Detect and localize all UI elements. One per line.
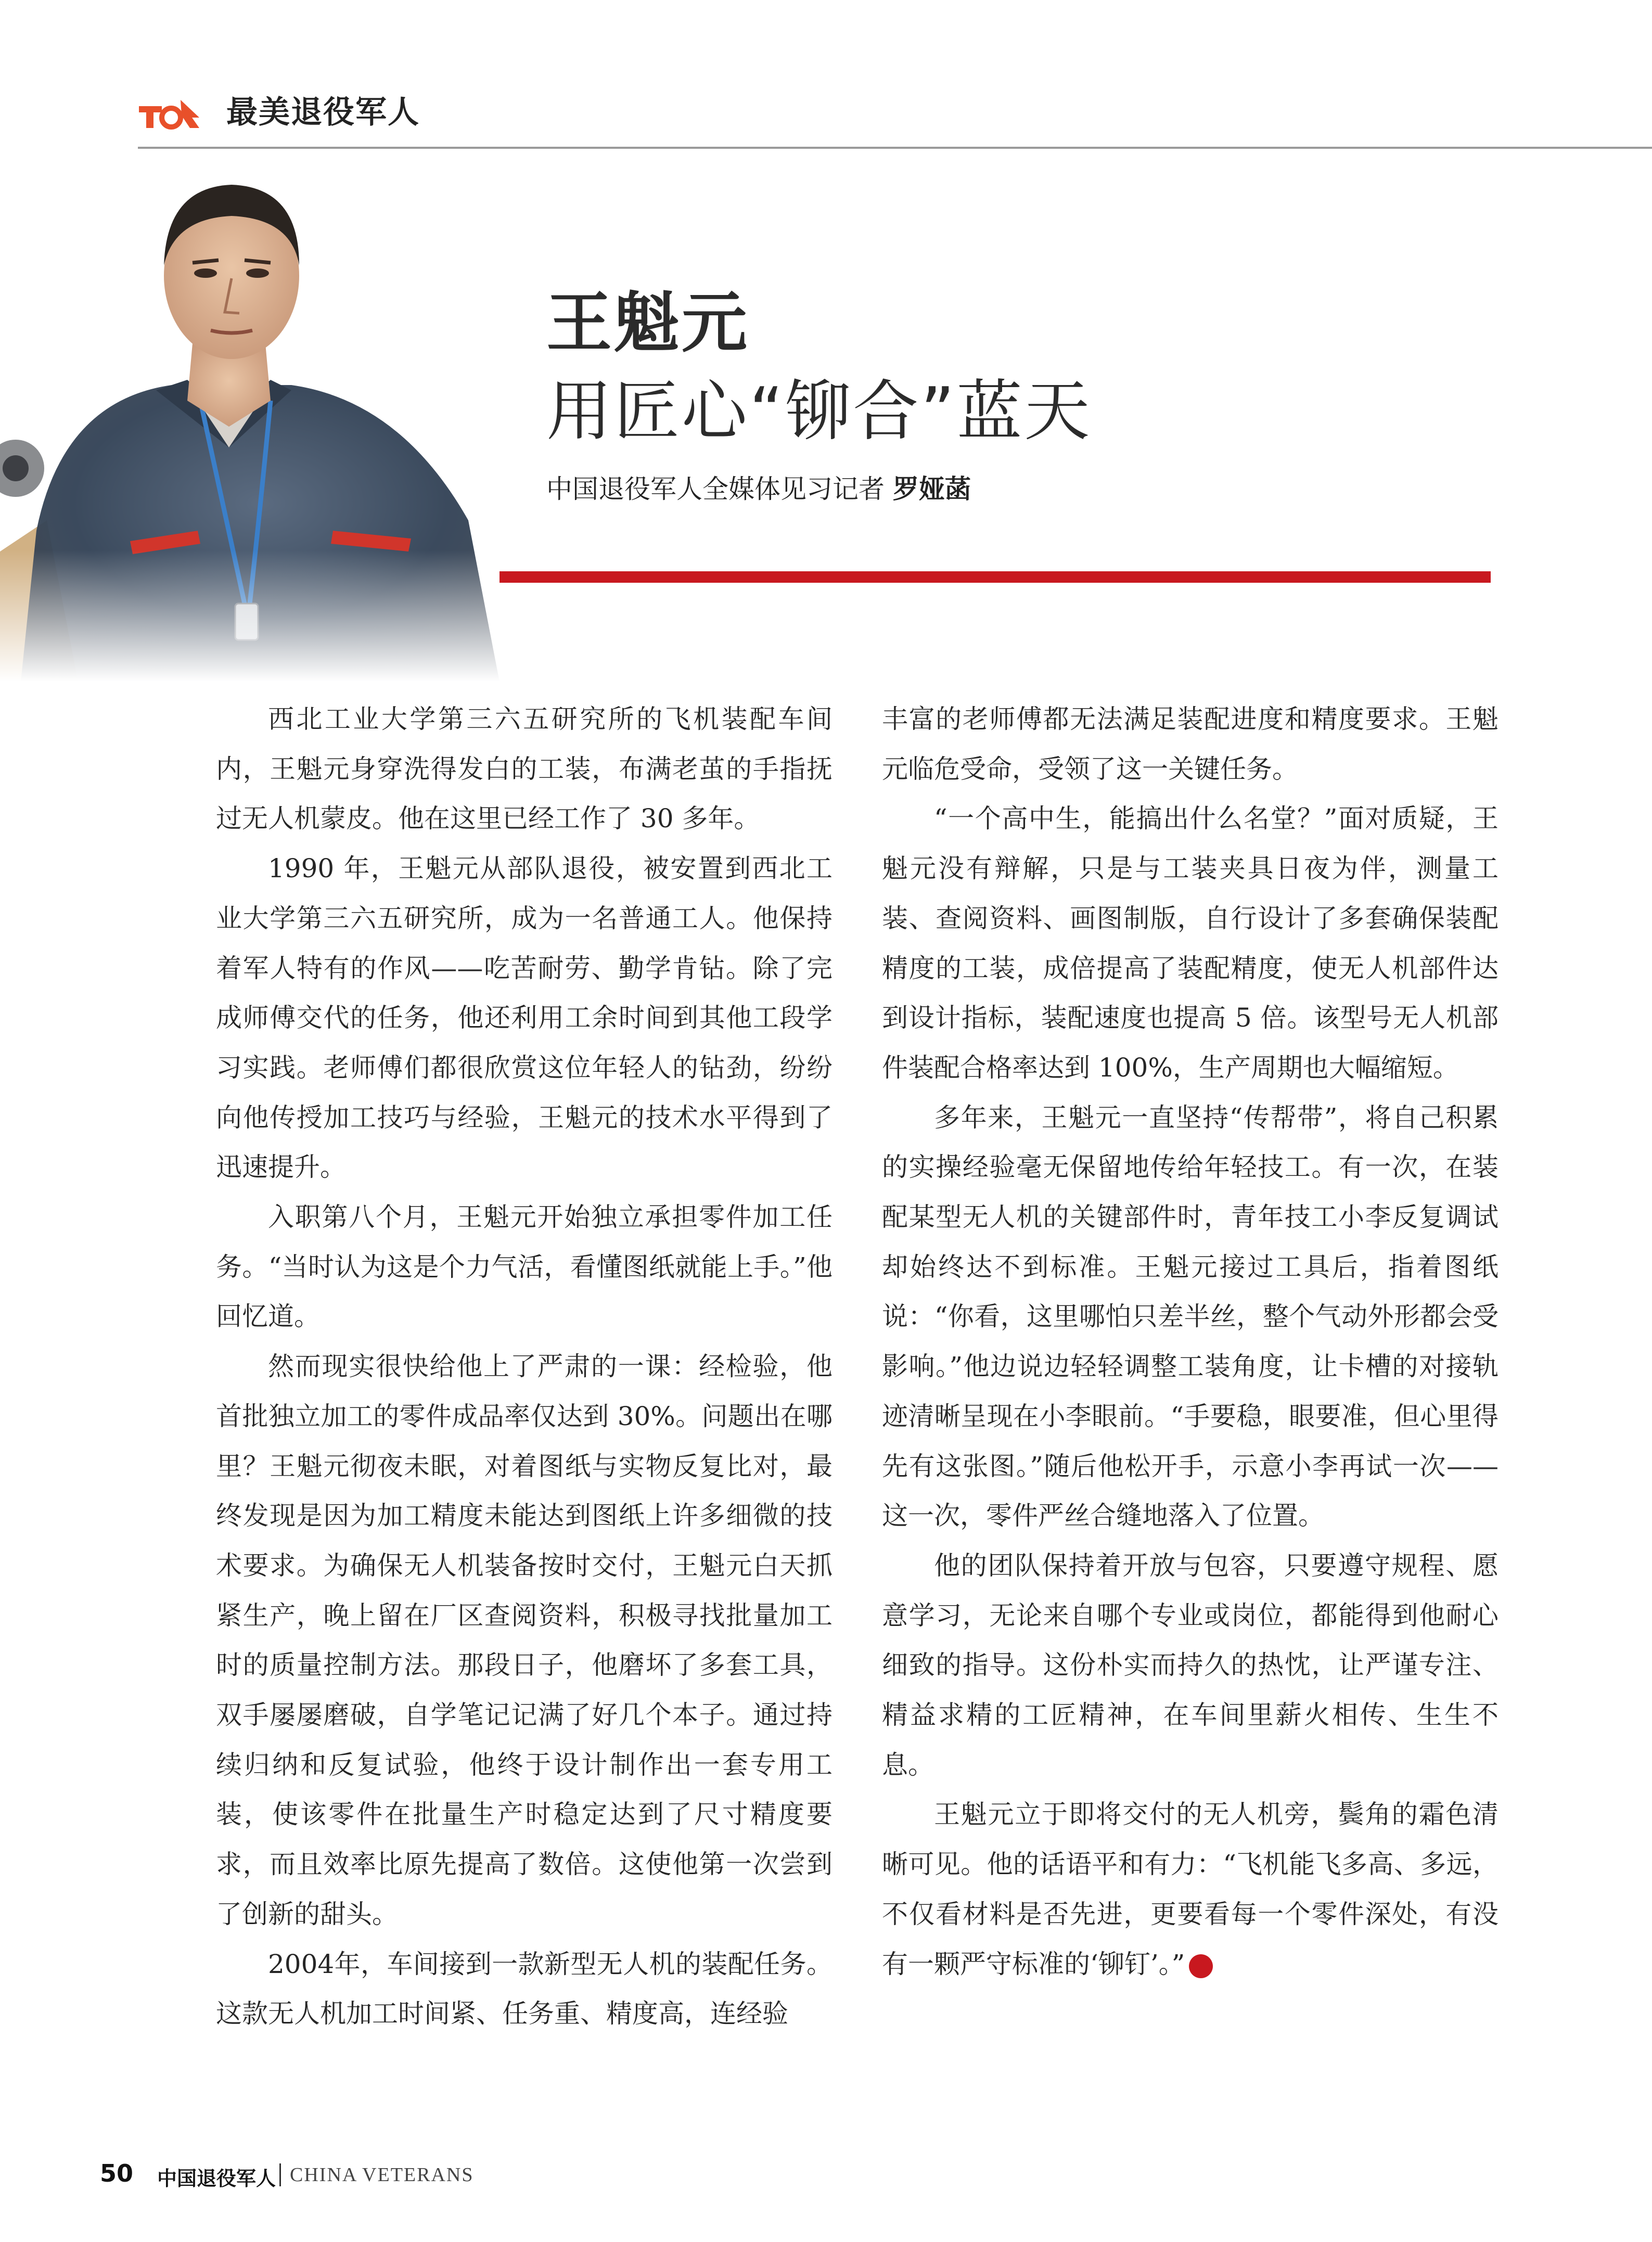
section-header: [138, 83, 1652, 151]
page-number: 50: [100, 2159, 134, 2187]
article-title-subtitle: 用匠心“铆合”蓝天: [546, 373, 1092, 450]
body-column-right: [882, 695, 1499, 1989]
paragraph: 1990 年，王魁元从部队退役，被安置到西北工业大学第三六五研究所，成为一名普通工人。他保持着军人特有的作风——吃苦耐劳、勤学肯钻。除了完成师傅交代的任务，他还利用工余时间到其他工段学习实践。老师傅们都很欣赏这位年轻人的钻劲，纷纷向他传授加工技巧与经验，王魁元的技术水平得到了迅速提升。: [216, 853, 833, 1183]
paragraph-continued: 丰富的老师傅都无法满足装配进度和精度要求。王魁元临危受命，受领了这一关键任务。: [882, 704, 1499, 784]
byline: [546, 468, 971, 506]
final-paragraph-text: 王魁元立于即将交付的无人机旁，鬓角的霜色清晰可见。他的话语平和有力：“飞机能飞多高、多远，不仅看材料是否先进，更要看每一个零件深处，有没有一颗严守标准的‘铆钉’。”: [882, 1799, 1499, 1979]
magazine-logo-icon: [138, 95, 200, 131]
magazine-name-english: CHINA VETERANS: [290, 2164, 474, 2186]
paragraph: 他的团队保持着开放与包容，只要遵守规程、愿意学习，无论来自哪个专业或岗位，都能得到他耐心细致的指导。这份朴实而持久的热忱，让严谨专注、精益求精的工匠精神，在车间里薪火相传、生生不息。: [882, 1550, 1499, 1780]
footer-separator: [279, 2163, 281, 2186]
byline-author: 罗娅菡: [892, 474, 971, 504]
body-column-left: [216, 695, 833, 2039]
paragraph: 然而现实很快给他上了严肃的一课：经检验，他首批独立加工的零件成品率仅达到 30%。问题出在哪里？王魁元彻夜未眠，对着图纸与实物反复比对，最终发现是因为加工精度未能达到图纸上许多细微的技术要求。为确保无人机装备按时交付，王魁元白天抓紧生产，晚上留在厂区查阅资料，积极寻找批量加工时的质量控制方法。那段日子，他磨坏了多套工具，双手屡屡磨破，自学笔记记满了好几个本子。通过持续归纳和反复试验，他终于设计制作出一套专用工装，使该零件在批量生产时稳定达到了尺寸精度要求，而且效率比原先提高了数倍。这使他第一次尝到了创新的甜头。: [216, 1351, 833, 1929]
paragraph: “一个高中生，能搞出什么名堂？”面对质疑，王魁元没有辩解，只是与工装夹具日夜为伴，测量工装、查阅资料、画图制版，自行设计了多套确保装配精度的工装，成倍提高了装配精度，使无人机部件达到设计指标，装配速度也提高 5 倍。该型号无人机部件装配合格率达到 100%，生产周期也大幅缩短。: [882, 803, 1499, 1083]
section-label: 最美退役军人: [226, 94, 420, 131]
paragraph-final: [882, 1790, 1499, 1989]
paragraph: 西北工业大学第三六五研究所的飞机装配车间内，王魁元身穿洗得发白的工装，布满老茧的手指抚过无人机蒙皮。他在这里已经工作了 30 多年。: [216, 704, 833, 834]
header-divider: [138, 147, 1652, 149]
paragraph: 2004年，车间接到一款新型无人机的装配任务。这款无人机加工时间紧、任务重、精度高，连经验: [216, 1949, 833, 2029]
byline-prefix: 中国退役军人全媒体见习记者: [546, 474, 885, 504]
end-mark-icon: V: [1189, 1954, 1213, 1978]
paragraph: 多年来，王魁元一直坚持“传帮带”，将自己积累的实操经验毫无保留地传给年轻技工。有一次，在装配某型无人机的关键部件时，青年技工小李反复调试却始终达不到标准。王魁元接过工具后，指着图纸说：“你看，这里哪怕只差半丝，整个气动外形都会受影响。”他边说边轻轻调整工装角度，让卡槽的对接轨迹清晰呈现在小李眼前。“手要稳，眼要准，但心里得先有这张图。”随后他松开手，示意小李再试一次——这一次，零件严丝合缝地落入了位置。: [882, 1102, 1499, 1531]
magazine-name: 中国退役军人: [157, 2167, 276, 2190]
paragraph: 入职第八个月，王魁元开始独立承担零件加工任务。“当时认为这是个力气活，看懂图纸就能上手。”他回忆道。: [216, 1202, 833, 1332]
article-title-name: 王魁元: [546, 285, 749, 361]
title-accent-bar: [500, 571, 1491, 583]
portrait-illustration: [0, 156, 520, 682]
